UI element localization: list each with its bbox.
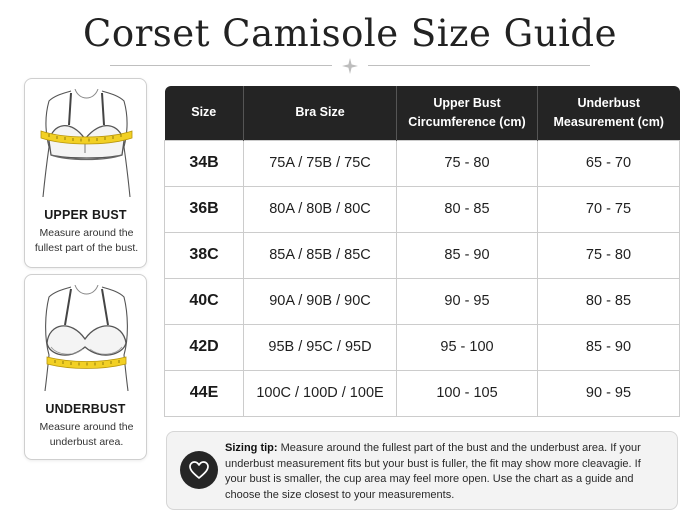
size-cell: 44E xyxy=(165,370,244,416)
column-header-upper-bust: Upper Bust Circumference (cm) xyxy=(397,86,538,140)
title-divider xyxy=(110,58,590,74)
underbust-cell: 70 - 75 xyxy=(538,186,680,232)
size-cell: 34B xyxy=(165,140,244,186)
column-header-underbust: Underbust Measurement (cm) xyxy=(538,86,680,140)
table-row xyxy=(165,232,680,278)
bra-size-cell: 95B / 95C / 95D xyxy=(244,324,397,370)
heart-icon xyxy=(180,451,218,489)
underbust-cell: 65 - 70 xyxy=(538,140,680,186)
sizing-tip-body: Measure around the fullest part of the bust and the underbust area. If your underbust measurement fits but your bust is fuller, the fit may show more cleavagie. If your bust is smaller, the cup area may feel more open. Use the chart as a guide and choose the size closest to your measurements. xyxy=(225,442,641,501)
column-header-size: Size xyxy=(165,86,244,140)
bra-size-cell: 75A / 75B / 75C xyxy=(244,140,397,186)
sizing-tip-text xyxy=(225,441,665,503)
bra-size-cell: 90A / 90B / 90C xyxy=(244,278,397,324)
underbust-cell: 85 - 90 xyxy=(538,324,680,370)
size-cell: 42D xyxy=(165,324,244,370)
column-header-bra-size: Bra Size xyxy=(244,86,397,140)
upper-bust-cell: 85 - 90 xyxy=(397,232,538,278)
sparkle-icon xyxy=(342,58,358,74)
upper-bust-label: UPPER BUST xyxy=(44,208,127,222)
underbust-card xyxy=(24,274,147,460)
size-cell: 40C xyxy=(165,278,244,324)
table-row xyxy=(165,186,680,232)
upper-bust-cell: 80 - 85 xyxy=(397,186,538,232)
sizing-tip-box xyxy=(166,431,678,510)
bra-size-cell: 85A / 85B / 85C xyxy=(244,232,397,278)
upper-bust-cell: 100 - 105 xyxy=(397,370,538,416)
bra-size-cell: 100C / 100D / 100E xyxy=(244,370,397,416)
bust-measure-illustration xyxy=(35,89,138,197)
underbust-cell: 90 - 95 xyxy=(538,370,680,416)
upper-bust-description: Measure around the fullest part of the bust. xyxy=(34,227,139,254)
underbust-cell: 75 - 80 xyxy=(538,232,680,278)
table-row xyxy=(165,324,680,370)
upper-bust-cell: 95 - 100 xyxy=(397,324,538,370)
size-cell: 36B xyxy=(165,186,244,232)
table-row xyxy=(165,278,680,324)
table-header-row xyxy=(165,86,680,140)
underbust-cell: 80 - 85 xyxy=(538,278,680,324)
underbust-measure-illustration xyxy=(35,285,138,391)
table-row xyxy=(165,370,680,416)
bra-size-cell: 80A / 80B / 80C xyxy=(244,186,397,232)
page-title: Corset Camisole Size Guide xyxy=(83,12,617,55)
upper-bust-cell: 90 - 95 xyxy=(397,278,538,324)
sizing-tip-label: Sizing tip: xyxy=(225,442,278,454)
upper-bust-card xyxy=(24,78,147,268)
size-cell: 38C xyxy=(165,232,244,278)
upper-bust-cell: 75 - 80 xyxy=(397,140,538,186)
underbust-label: UNDERBUST xyxy=(45,402,126,416)
underbust-description: Measure around the underbust area. xyxy=(39,421,134,448)
table-row xyxy=(165,140,680,186)
size-chart-table xyxy=(164,86,680,417)
